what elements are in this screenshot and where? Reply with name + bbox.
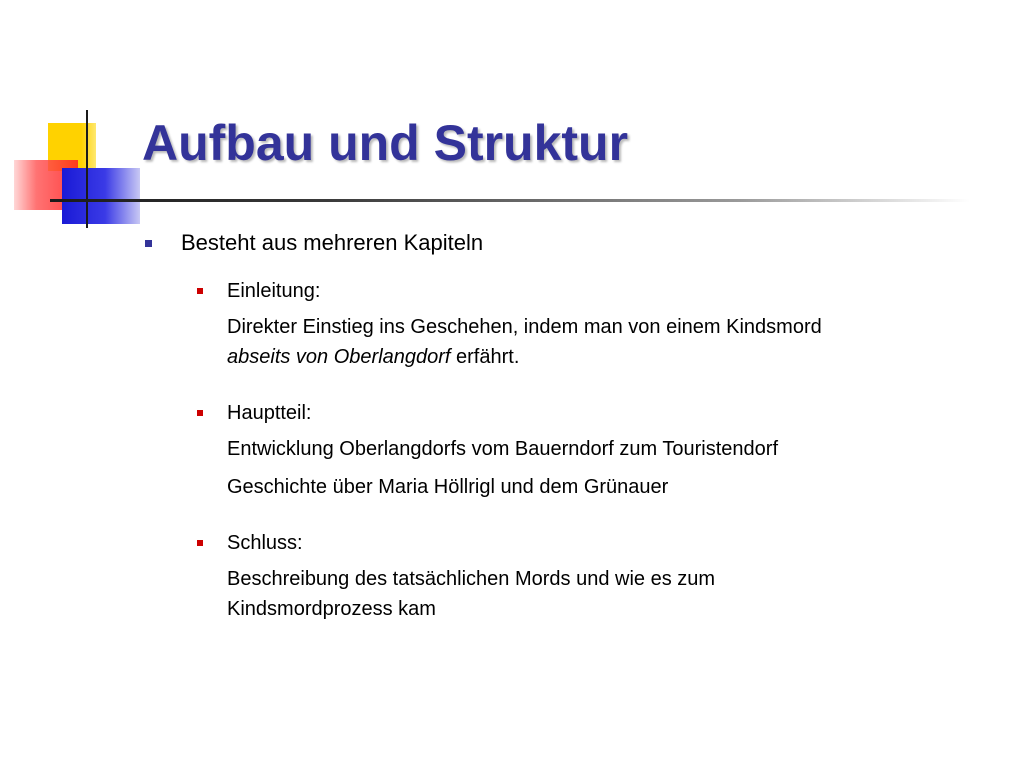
chapter-description [227,312,1005,372]
chapter-item-einleitung [145,278,1005,372]
square-bullet-icon [197,288,203,294]
chapter-item-schluss [145,530,1005,624]
chapter-list [145,278,1005,624]
description-text-end: erfährt. [450,346,520,368]
chapter-label: Hauptteil: [227,402,312,424]
main-bullet-text: Besteht aus mehreren Kapiteln [181,230,484,255]
square-bullet-icon [145,240,152,247]
decorative-vertical-line [86,110,88,228]
decorative-blue-square [62,168,140,224]
chapter-description: Beschreibung des tatsächlichen Mords und wie es zum Kindsmordprozess kam [227,568,716,620]
chapter-label: Einleitung: [227,280,321,302]
chapter-label: Schluss: [227,532,303,554]
slide-title: Aufbau und Struktur [142,115,629,171]
slide-content [145,228,1005,652]
description-italic-text: abseits von Oberlangdorf [227,346,451,368]
chapter-description: Geschichte über Maria Höllrigl und dem Grünauer [227,476,669,498]
title-underline [50,199,970,202]
description-text: Direkter Einstieg ins Geschehen, indem man von einem Kindsmord [227,316,822,338]
chapter-description: Entwicklung Oberlangdorfs vom Bauerndorf zum Touristendorf [227,438,779,460]
chapter-item-hauptteil [145,400,1005,502]
main-bullet-item [145,228,1005,258]
square-bullet-icon [197,410,203,416]
square-bullet-icon [197,540,203,546]
